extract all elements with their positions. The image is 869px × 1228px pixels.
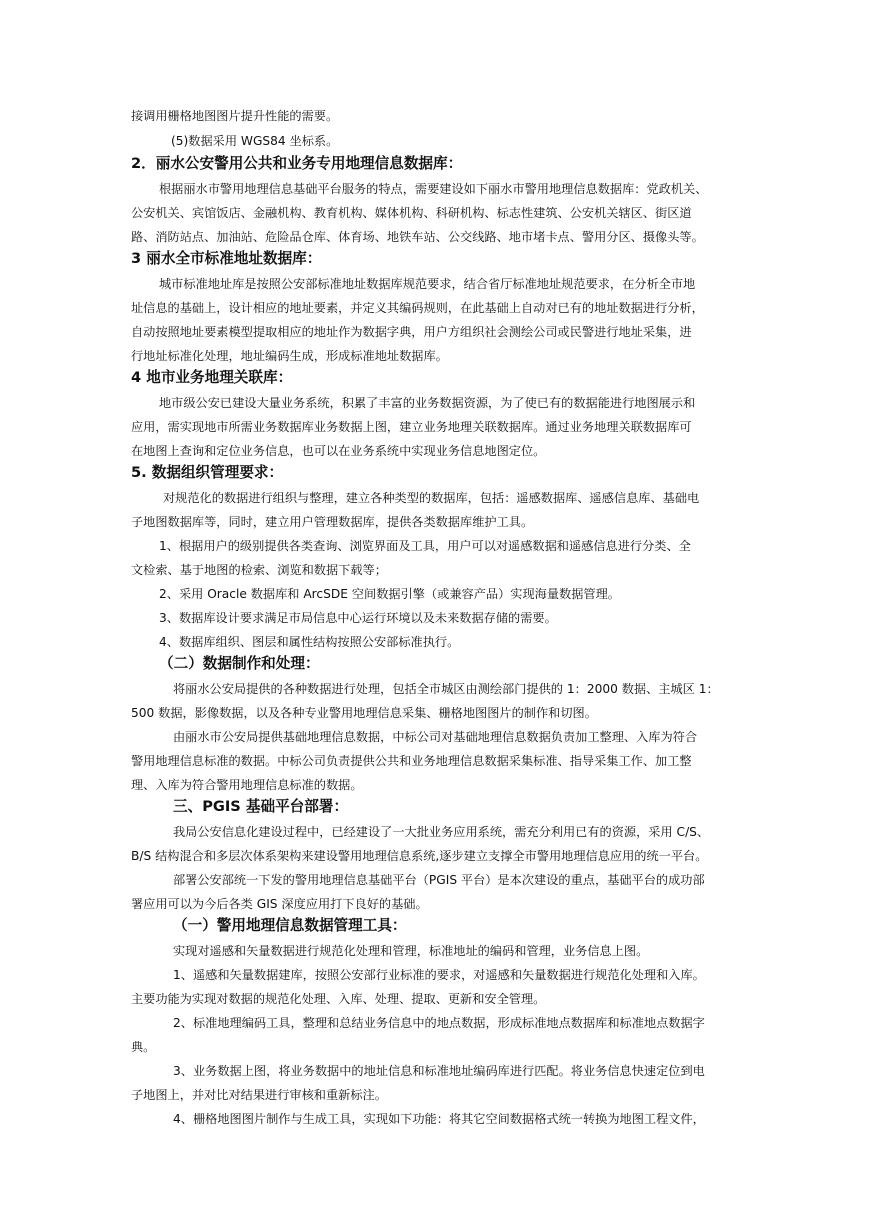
text-line: 1、遥感和矢量数据建库，按照公安部行业标准的要求，对遥感和矢量数据进行规范化处理和入库。 bbox=[173, 968, 705, 982]
section-heading: 5. 数据组织管理要求： bbox=[131, 464, 284, 481]
text-line: (5)数据采用 WGS84 坐标系。 bbox=[171, 134, 339, 148]
text-line: 我局公安信息化建设过程中，已经建设了一大批业务应用系统，需充分利用已有的资源，采用 C/S、 bbox=[173, 825, 710, 839]
text-line: 根据丽水市警用地理信息基础平台服务的特点，需要建设如下丽水市警用地理信息数据库：党政机关、 bbox=[159, 182, 708, 196]
text-line: 接调用栅格地图图片提升性能的需要。 bbox=[131, 109, 339, 123]
text-line: 对规范化的数据进行组织与整理，建立各种类型的数据库，包括：遥感数据库、遥感信息库、基础电 bbox=[163, 491, 700, 505]
text-line: 地市级公安已建设大量业务系统，积累了丰富的业务数据资源，为了使已有的数据能进行地图展示和 bbox=[159, 396, 696, 410]
text-line: 署应用可以为今后各类 GIS 深度应用打下良好的基础。 bbox=[131, 897, 428, 911]
text-line: 城市标准地址库是按照公安部标准地址数据库规范要求，结合省厅标准地址规范要求，在分析全市地 bbox=[159, 277, 696, 291]
section-heading: （二）数据制作和处理： bbox=[159, 655, 320, 672]
text-line: 将丽水公安局提供的各种数据进行处理，包括全市城区由测绘部门提供的 1：2000 数据、主城区 1： bbox=[173, 682, 719, 696]
text-line: 址信息的基础上，设计相应的地址要素，并定义其编码规则，在此基础上自动对已有的地址数据进行分析， bbox=[131, 301, 704, 315]
text-line: 路、消防站点、加油站、危险品仓库、体育场、地铁车站、公交线路、地市堵卡点、警用分区、摄像头等。 bbox=[131, 230, 704, 244]
text-line: 500 数据，影像数据，以及各种专业警用地理信息采集、栅格地图图片的制作和切图。 bbox=[131, 706, 597, 720]
text-line: 典。 bbox=[131, 1040, 156, 1054]
text-line: 文检索、基于地图的检索、浏览和数据下载等； bbox=[131, 563, 387, 577]
text-line: 理、入库为符合警用地理信息标准的数据。 bbox=[131, 778, 363, 792]
text-line: 由丽水市公安局提供基础地理信息数据，中标公司对基础地理信息数据负责加工整理、入库为符合 bbox=[173, 730, 698, 744]
section-heading: 三、PGIS 基础平台部署： bbox=[173, 798, 349, 815]
section-heading: （一）警用地理信息数据管理工具： bbox=[173, 917, 407, 934]
text-line: 主要功能为实现对数据的规范化处理、入库、处理、提取、更新和安全管理。 bbox=[131, 992, 546, 1006]
section-heading: 3 丽水全市标准地址数据库： bbox=[131, 250, 322, 267]
text-line: 公安机关、宾馆饭店、金融机构、教育机构、媒体机构、科研机构、标志性建筑、公安机关辖区、街区道 bbox=[131, 206, 692, 220]
text-line: 在地图上查询和定位业务信息，也可以在业务系统中实现业务信息地图定位。 bbox=[131, 444, 546, 458]
text-line: 行地址标准化处理，地址编码生成，形成标准地址数据库。 bbox=[131, 349, 448, 363]
text-line: 3、业务数据上图，将业务数据中的地址信息和标准地址编码库进行匹配。将业务信息快速定位到电 bbox=[173, 1064, 705, 1078]
text-line: 3、数据库设计要求满足市局信息中心运行环境以及未来数据存储的需要。 bbox=[159, 611, 557, 625]
text-line: 2、采用 Oracle 数据库和 ArcSDE 空间数据引擎（或兼容产品）实现海量数据管理。 bbox=[159, 587, 620, 601]
text-line: 应用，需实现地市所需业务数据库业务数据上图，建立业务地理关联数据库。通过业务地理关联数据库可 bbox=[131, 420, 692, 434]
text-line: 1、根据用户的级别提供各类查询、浏览界面及工具，用户可以对遥感数据和遥感信息进行分类、全 bbox=[159, 539, 691, 553]
section-heading: 4 地市业务地理关联库： bbox=[131, 369, 293, 386]
text-line: 子地图数据库等，同时，建立用户管理数据库，提供各类数据库维护工具。 bbox=[131, 515, 534, 529]
text-line: 自动按照地址要素模型提取相应的地址作为数据字典，用户方组织社会测绘公司或民警进行地址采集，进 bbox=[131, 325, 692, 339]
text-line: 部署公安部统一下发的警用地理信息基础平台（PGIS 平台）是本次建设的重点，基础平台的成功部 bbox=[173, 873, 705, 887]
text-line: 2、标准地理编码工具，整理和总结业务信息中的地点数据，形成标准地点数据库和标准地点数据字 bbox=[173, 1016, 705, 1030]
text-line: B/S 结构混合和多层次体系架构来建设警用地理信息系统,逐步建立支撑全市警用地理信息应用的统一平台。 bbox=[131, 849, 708, 863]
text-line: 实现对遥感和矢量数据进行规范化处理和管理，标准地址的编码和管理，业务信息上图。 bbox=[173, 944, 649, 958]
text-line: 子地图上，并对比对结果进行审核和重新标注。 bbox=[131, 1088, 387, 1102]
section-heading: 2．丽水公安警用公共和业务专用地理信息数据库： bbox=[131, 155, 463, 172]
text-line: 警用地理信息标准的数据。中标公司负责提供公共和业务地理信息数据采集标准、指导采集工作、加工整 bbox=[131, 754, 692, 768]
text-line: 4、栅格地图图片制作与生成工具，实现如下功能：将其它空间数据格式统一转换为地图工程文件， bbox=[173, 1112, 705, 1126]
text-line: 4、数据库组织、图层和属性结构按照公安部标准执行。 bbox=[159, 635, 460, 649]
